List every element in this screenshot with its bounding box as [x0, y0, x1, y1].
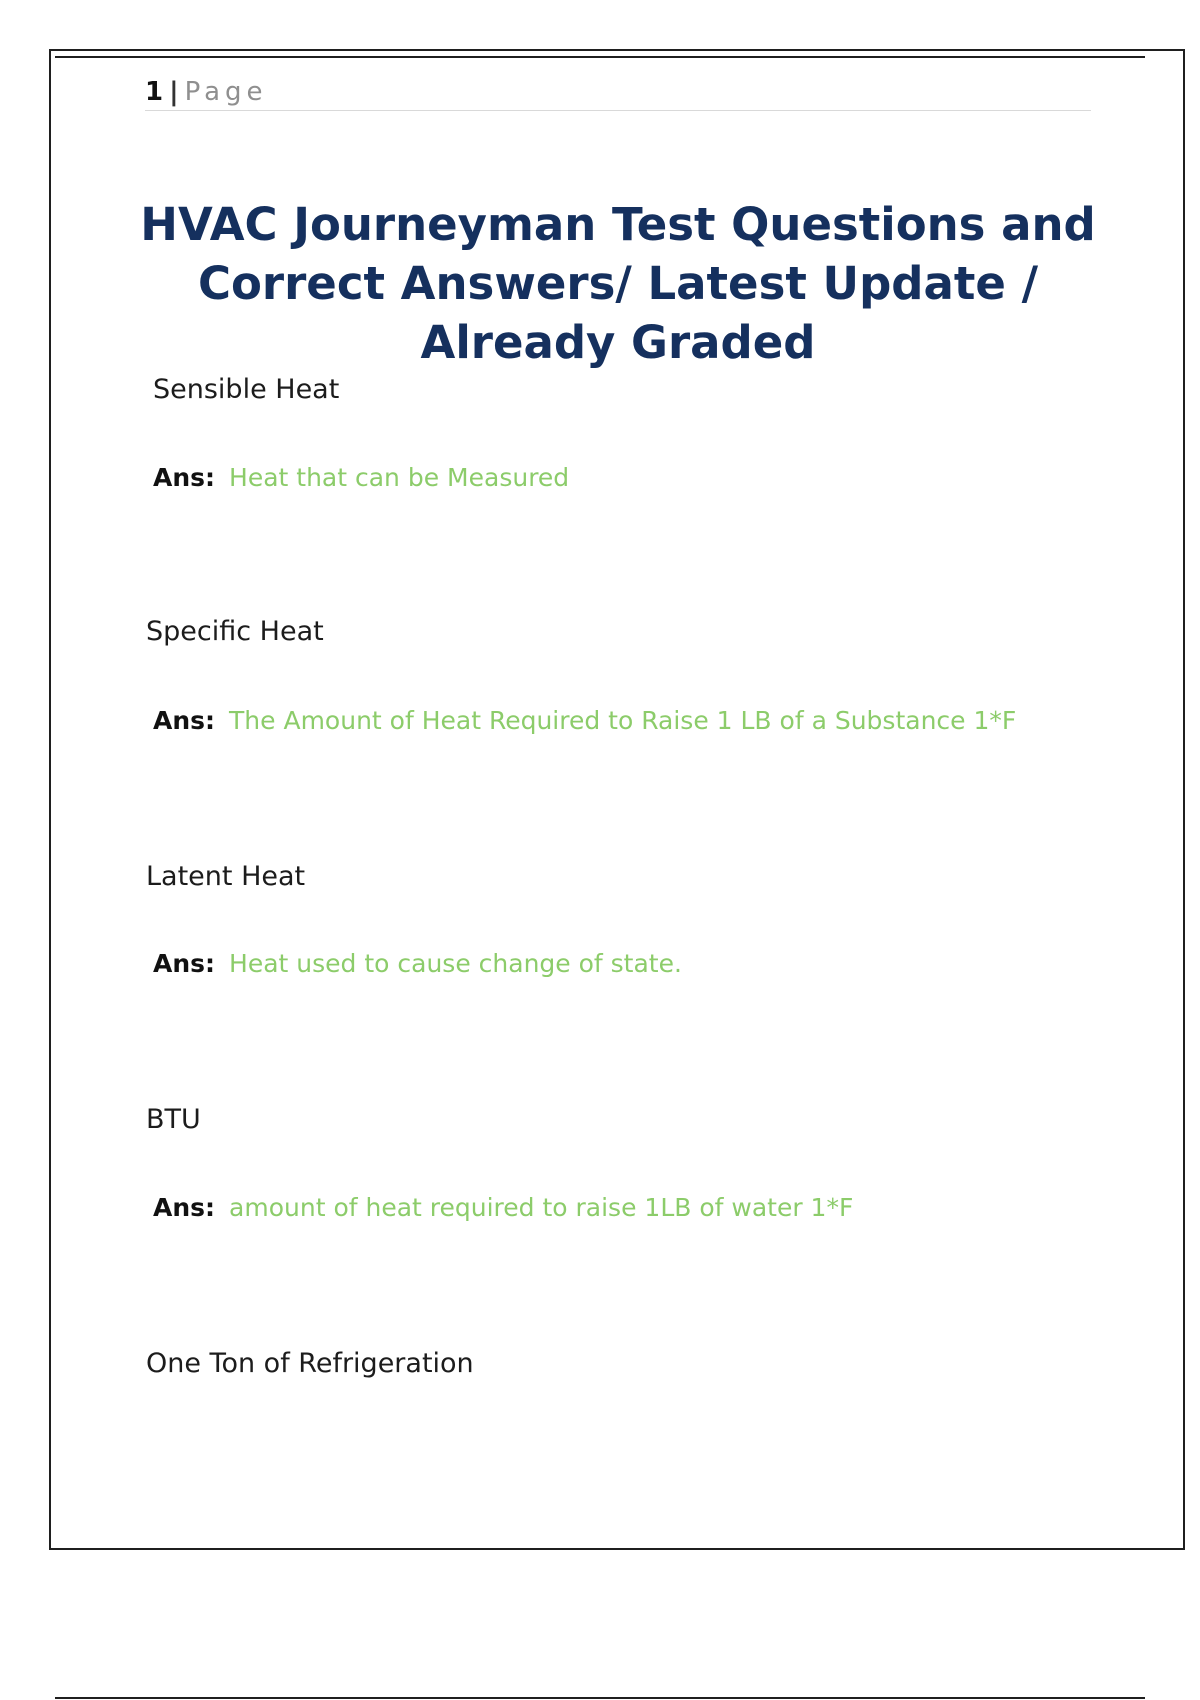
- bottom-rule: [55, 1697, 1145, 1699]
- question-sensible-heat: Sensible Heat: [153, 374, 340, 405]
- document-title: HVAC Journeyman Test Questions and Correct Answers/ Latest Update / Already Graded: [140, 198, 1096, 369]
- question-one-ton-of-refrigeration: One Ton of Refrigeration: [146, 1348, 474, 1379]
- answer-text: amount of heat required to raise 1LB of water 1*F: [229, 1193, 854, 1222]
- answer-specific-heat: [153, 705, 1016, 737]
- answer-sensible-heat: [153, 462, 569, 494]
- answer-label: Ans:: [153, 463, 216, 492]
- answer-text: Heat used to cause change of state.: [229, 949, 682, 978]
- page-header: [145, 76, 1091, 111]
- answer-latent-heat: [153, 948, 682, 980]
- answer-text: The Amount of Heat Required to Raise 1 LB of a Substance 1*F: [229, 706, 1017, 735]
- answer-label: Ans:: [153, 1193, 216, 1222]
- page-number: 1: [145, 77, 164, 107]
- answer-text: Heat that can be Measured: [229, 463, 570, 492]
- answer-btu: [153, 1192, 853, 1224]
- question-specific-heat: Specific Heat: [146, 616, 324, 647]
- answer-label: Ans:: [153, 706, 216, 735]
- page-word: Page: [184, 77, 268, 107]
- answer-label: Ans:: [153, 949, 216, 978]
- question-latent-heat: Latent Heat: [146, 861, 306, 892]
- page-separator: |: [169, 77, 179, 107]
- question-btu: BTU: [146, 1104, 201, 1135]
